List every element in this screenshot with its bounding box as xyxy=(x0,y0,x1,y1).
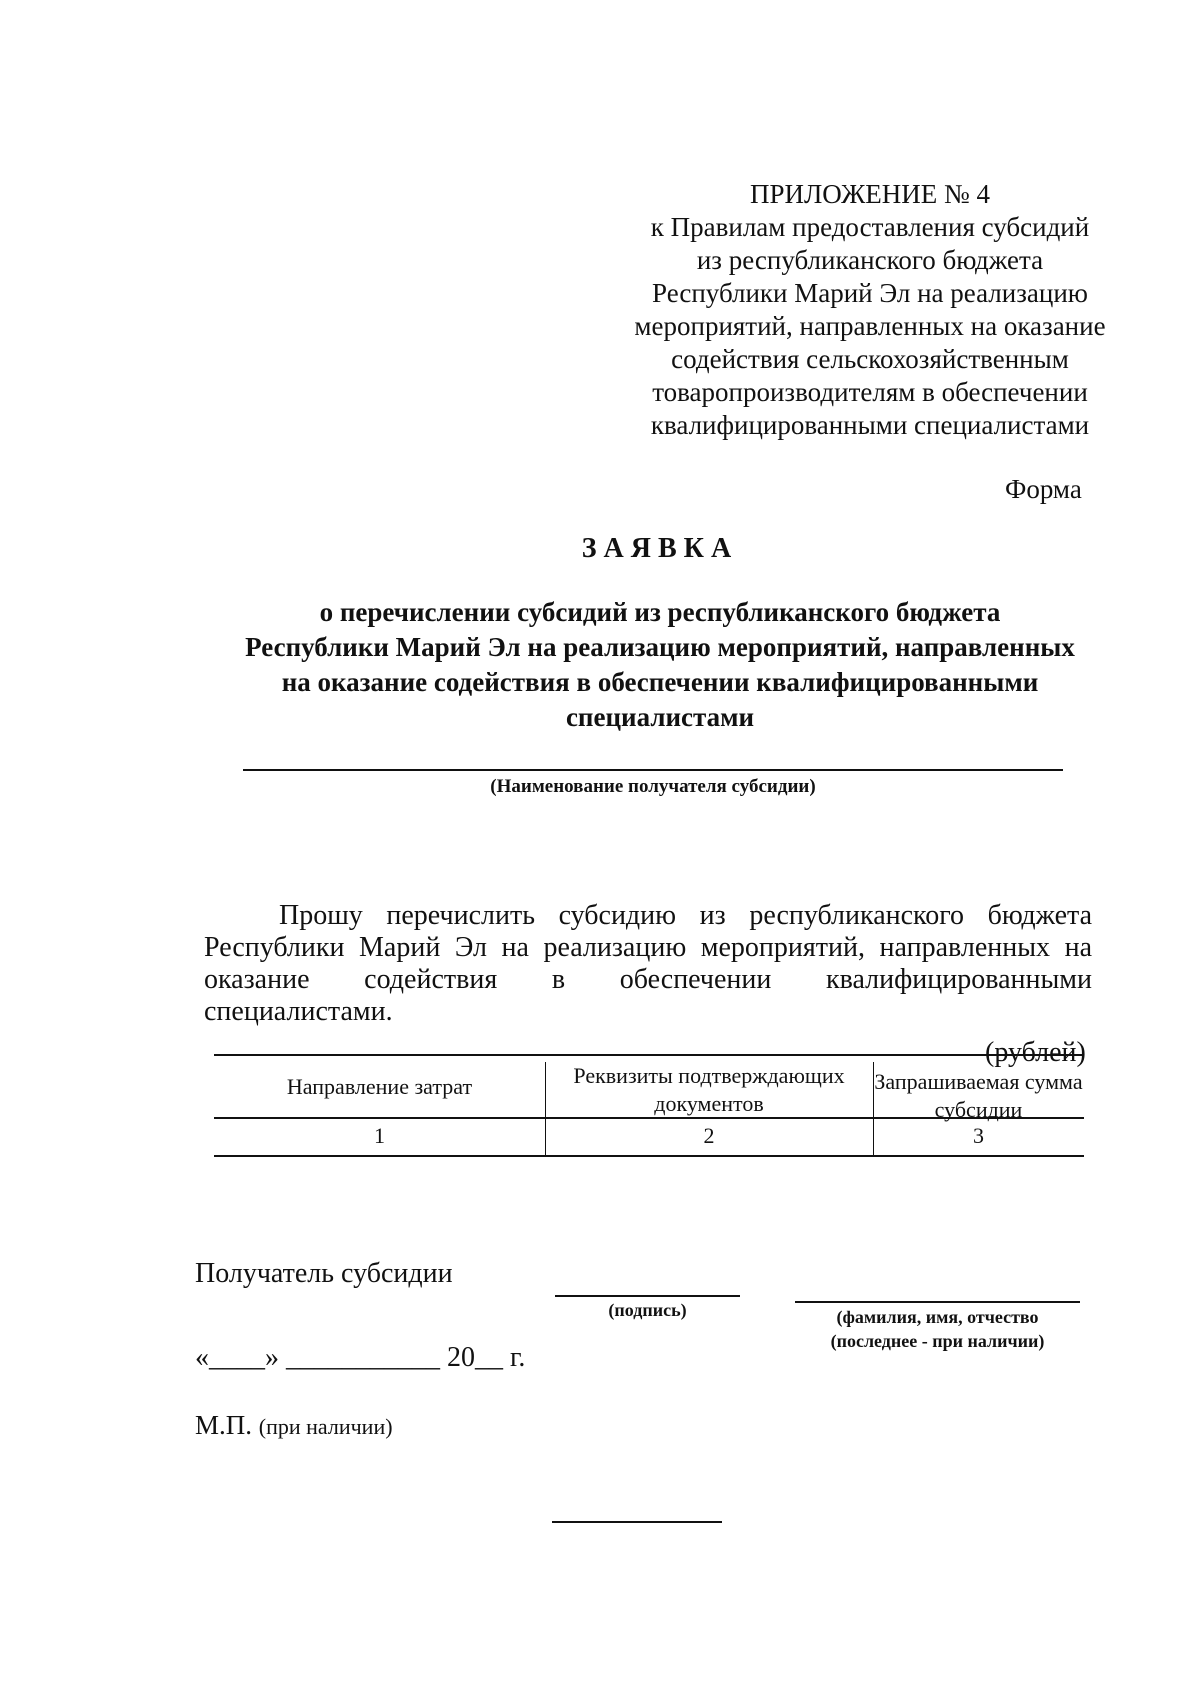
full-name-caption-line: (последнее - при наличии) xyxy=(830,1331,1045,1351)
table-column-number: 3 xyxy=(973,1123,984,1148)
document-subject xyxy=(160,595,1160,735)
request-paragraph: Прошу перечислить субсидию из республиканского бюджета Республики Марий Эл на реализацию мероприятий, направленных на оказание содействия в обеспечении квалифицированными специалистами. xyxy=(204,900,1092,1027)
recipient-name-caption: (Наименование получателя субсидии) xyxy=(490,776,816,797)
recipient-name-field[interactable] xyxy=(243,769,1063,771)
subject-line: Республики Марий Эл на реализацию мероприятий, направленных xyxy=(245,632,1075,662)
stamp-note: (при наличии) xyxy=(258,1414,393,1439)
bottom-rule xyxy=(552,1521,722,1523)
appendix-number: ПРИЛОЖЕНИЕ № 4 xyxy=(749,179,991,209)
appendix-line: квалифицированными специалистами xyxy=(650,410,1090,440)
signature-caption: (подпись) xyxy=(608,1300,687,1320)
signature-field[interactable] xyxy=(555,1295,740,1297)
currency-note: (рублей) xyxy=(985,1037,1086,1068)
table-column-number: 2 xyxy=(703,1123,715,1148)
appendix-line: из республиканского бюджета xyxy=(696,245,1044,275)
stamp-place xyxy=(195,1410,393,1441)
full-name-caption-line: (фамилия, имя, отчество xyxy=(836,1307,1039,1327)
appendix-line: содействия сельскохозяйственным xyxy=(671,344,1069,374)
document-title: ЗАЯВКА xyxy=(581,533,739,564)
subject-line: специалистами xyxy=(565,702,755,732)
subject-line: о перечислении субсидий из республиканского бюджета xyxy=(319,597,1001,627)
appendix-header xyxy=(600,178,1140,442)
appendix-line: мероприятий, направленных на оказание xyxy=(634,311,1106,341)
form-label: Форма xyxy=(1005,474,1082,504)
stamp-label: М.П. xyxy=(195,1410,253,1440)
full-name-field[interactable] xyxy=(795,1301,1080,1303)
subject-line: на оказание содействия в обеспечении квалифицированными xyxy=(281,667,1039,697)
appendix-line: Республики Марий Эл на реализацию xyxy=(652,278,1088,308)
table-header-cost-direction: Направление затрат xyxy=(286,1074,473,1099)
appendix-line: товаропроизводителям в обеспечении xyxy=(652,377,1088,407)
table-column-number: 1 xyxy=(374,1123,385,1148)
table-header-documents: Реквизиты подтверждающих документов xyxy=(573,1063,845,1116)
table-bottom-border xyxy=(214,1155,1084,1157)
table-top-border xyxy=(214,1054,1084,1056)
date-field[interactable]: «____» ___________ 20__ г. xyxy=(195,1342,526,1373)
full-name-caption xyxy=(790,1305,1085,1353)
recipient-signature-label: Получатель субсидии xyxy=(195,1258,453,1289)
table-header-amount: Запрашиваемая сумма субсидии xyxy=(874,1069,1083,1122)
appendix-line: к Правилам предоставления субсидий xyxy=(650,212,1090,242)
